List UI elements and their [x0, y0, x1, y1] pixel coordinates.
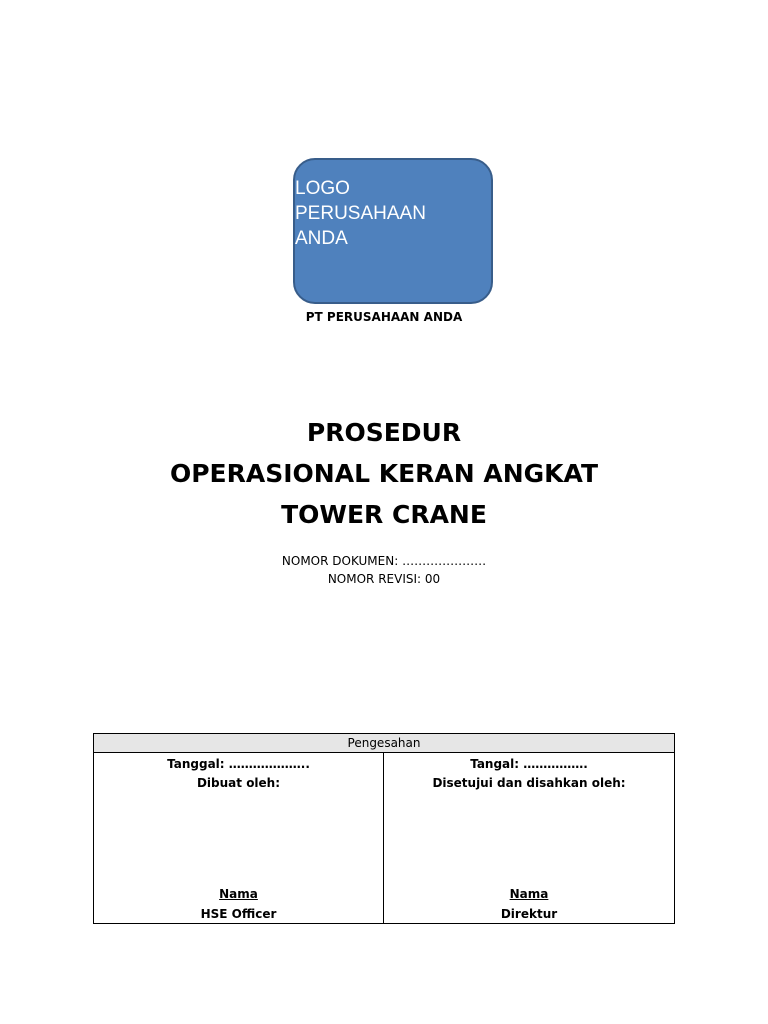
prepared-by-label: Dibuat oleh: — [196, 776, 281, 790]
title-line-2: OPERASIONAL KERAN ANGKAT — [169, 459, 598, 488]
prepared-position: HSE Officer — [200, 907, 277, 921]
approval-body — [94, 753, 674, 923]
approved-date: Tangal: ……………. — [470, 757, 588, 771]
document-info — [0, 552, 768, 588]
document-number: NOMOR DOKUMEN: ………………… — [281, 554, 487, 568]
title-line-1: PROSEDUR — [306, 418, 462, 447]
title-line-3: TOWER CRANE — [281, 500, 487, 529]
approved-position: Direktur — [500, 907, 558, 921]
logo-text — [295, 176, 485, 251]
approved-name-label: Nama — [509, 887, 549, 901]
approved-by-label: Disetujui dan disahkan oleh: — [432, 776, 626, 790]
approval-header: Pengesahan — [94, 734, 674, 753]
logo-line: LOGO — [295, 178, 350, 199]
company-logo — [293, 158, 493, 304]
approval-prepared-by — [94, 753, 384, 923]
logo-line: PERUSAHAAN — [295, 203, 426, 224]
prepared-date: Tanggal: ……………….. — [167, 757, 310, 771]
revision-number: NOMOR REVISI: 00 — [327, 572, 441, 586]
approval-table — [93, 733, 675, 924]
logo-line: ANDA — [295, 228, 348, 249]
company-name: PT PERUSAHAAN ANDA — [305, 310, 463, 324]
approval-approved-by — [384, 753, 674, 923]
document-title — [0, 412, 768, 535]
prepared-name-label: Nama — [219, 887, 258, 901]
